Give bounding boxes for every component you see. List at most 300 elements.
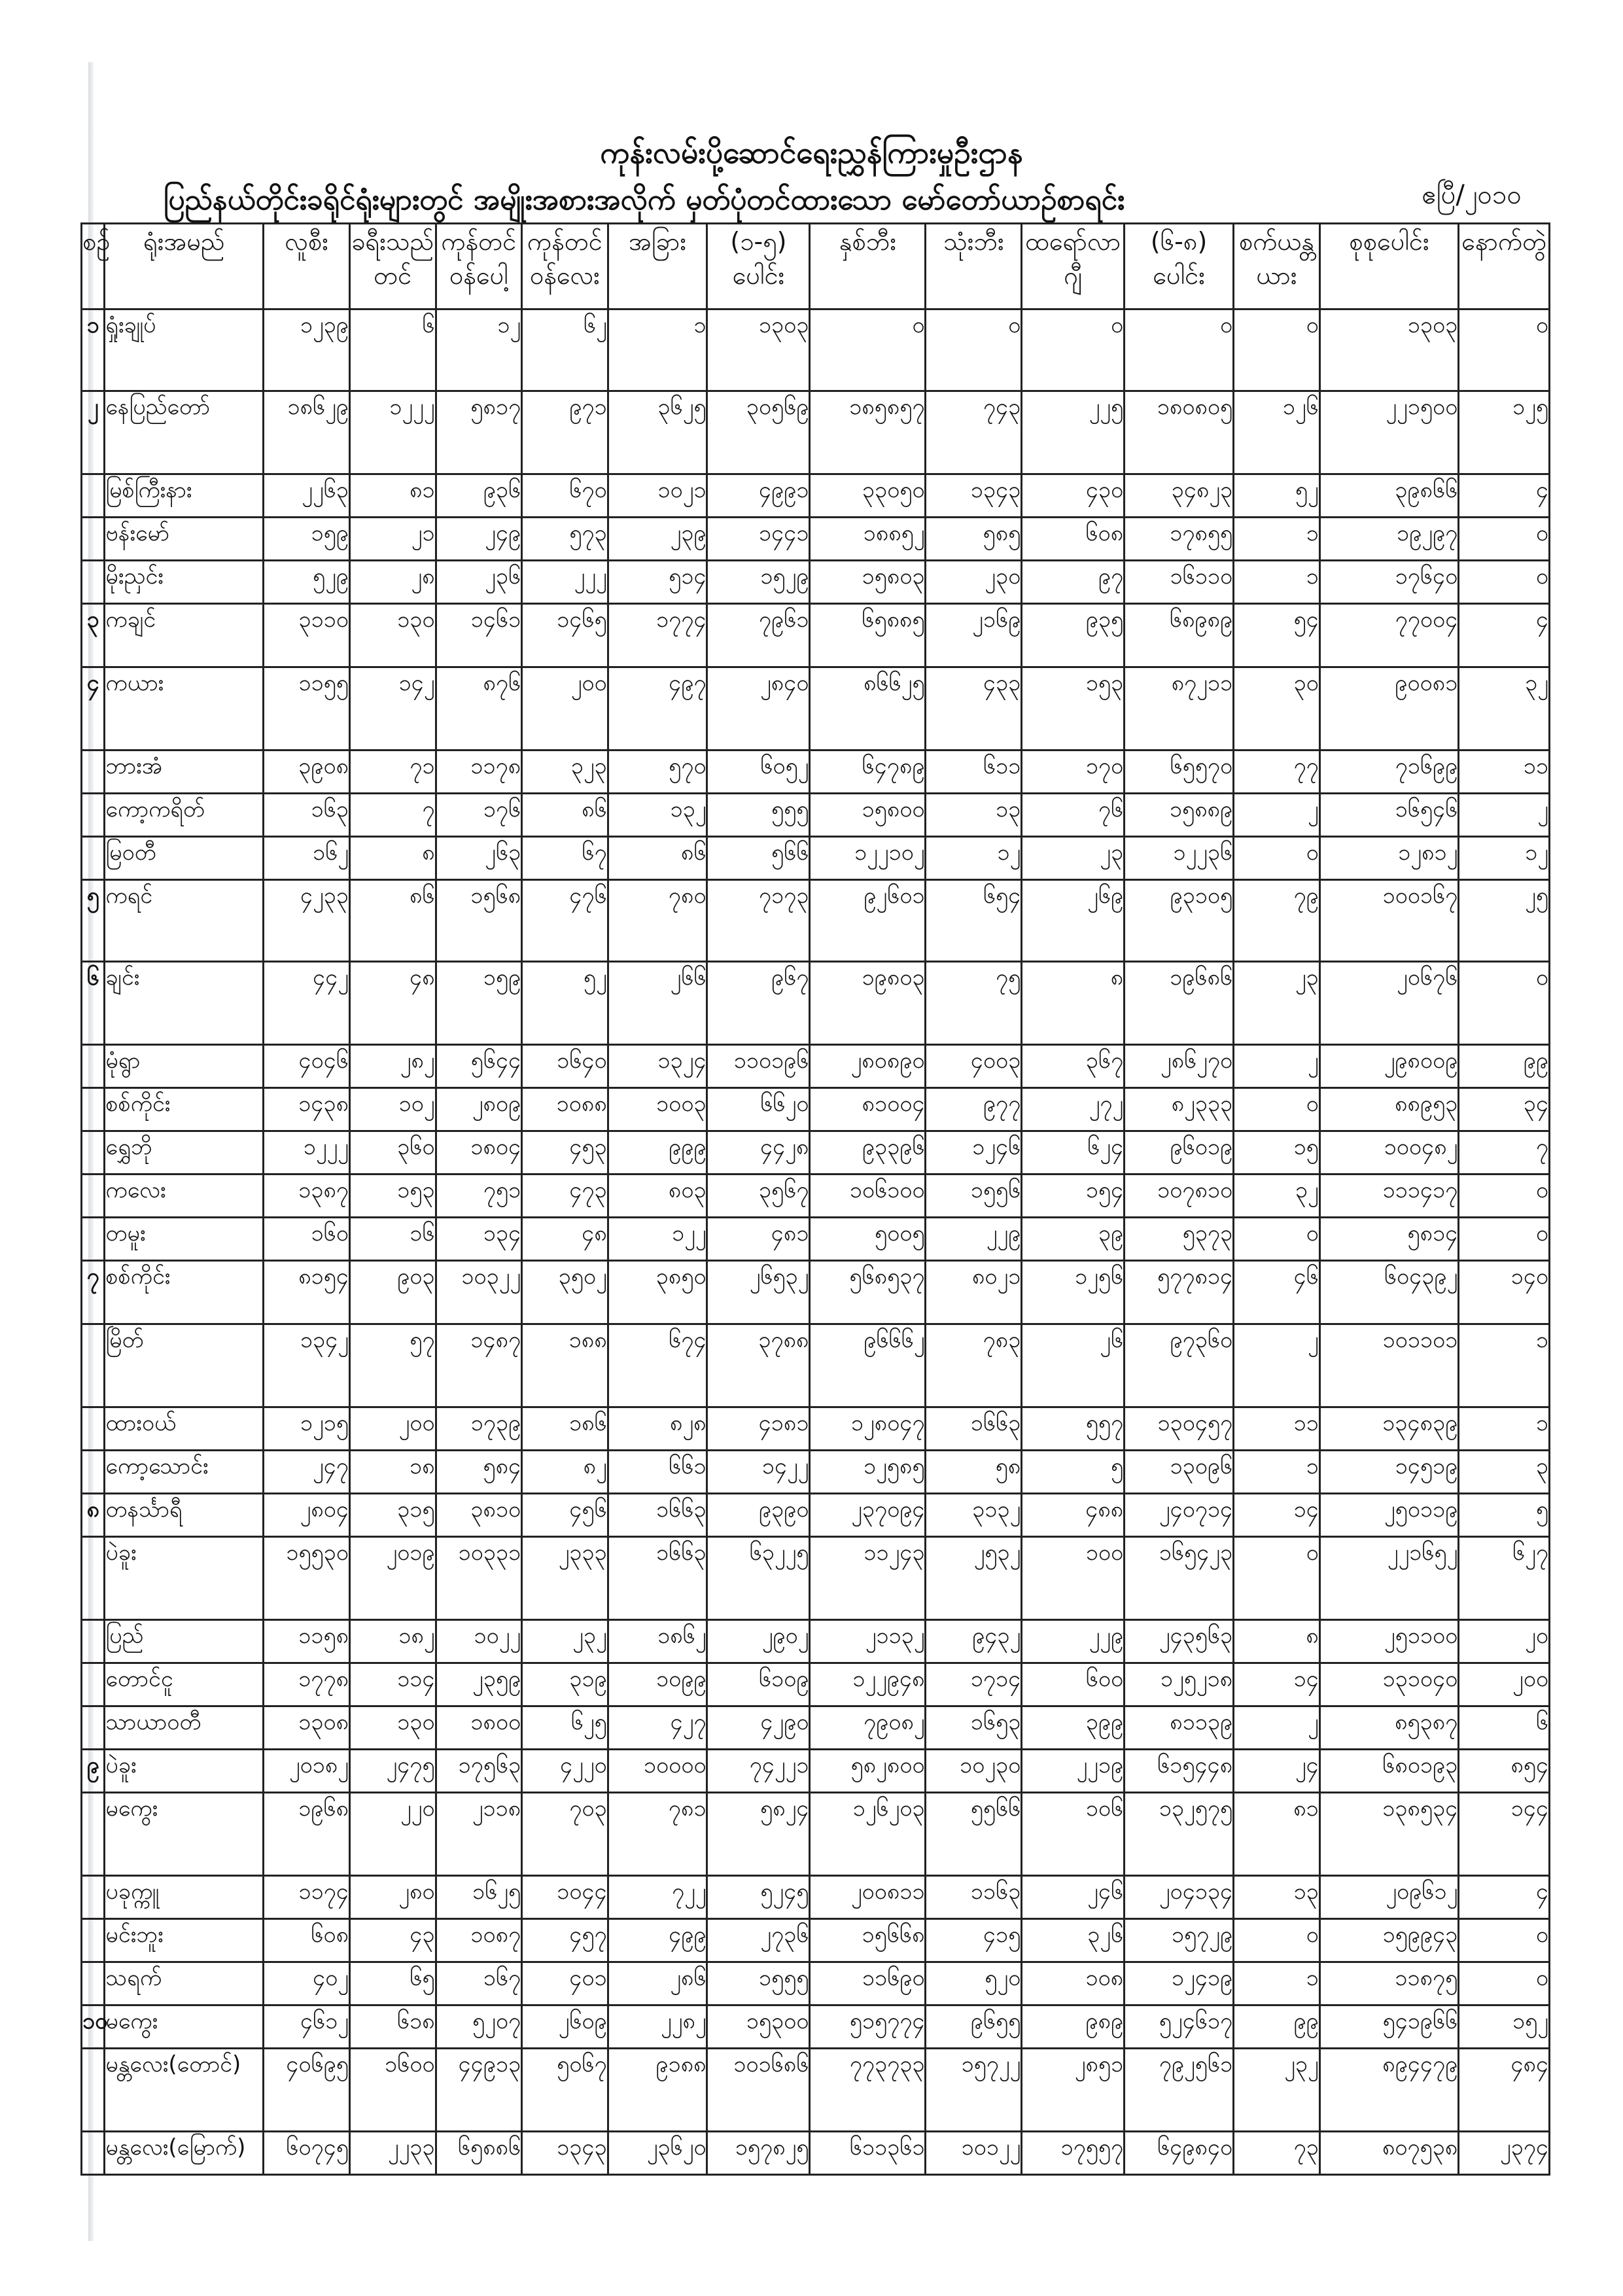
col-header-office: ရုံးအမည် (105, 224, 264, 309)
light-truck-cell: ၂၆၃ (436, 837, 522, 880)
table-row (82, 2005, 1550, 2049)
serial-cell: ၇ (82, 1261, 105, 1324)
trailer-cell: ၈၅၄ (1459, 1750, 1550, 1793)
heavy-truck-cell: ၈၆ (522, 794, 608, 837)
light-truck-cell: ၈၇၆ (436, 667, 522, 751)
passenger-car-cell: ၁၆၀ (264, 1218, 350, 1261)
subtotal-1-5-cell: ၄၉၉၁ (707, 474, 810, 518)
three-wheel-cell: ၇၅ (926, 962, 1022, 1045)
subtotal-1-5-cell: ၉၃၉၀ (707, 1494, 810, 1537)
trawlergyi-cell: ၂၇၂ (1022, 1088, 1125, 1131)
passenger-car-cell: ၁၅၉ (264, 518, 350, 561)
serial-cell (82, 1663, 105, 1706)
col-header-other: အခြား (608, 224, 707, 309)
trailer-cell: ၀ (1459, 962, 1550, 1045)
subtotal-1-5-cell: ၉၆၇ (707, 962, 810, 1045)
subtotal-1-5-cell: ၁၅၇၈၂၅ (707, 2132, 810, 2175)
subtotal-1-5-cell: ၃၇၈၈ (707, 1324, 810, 1407)
three-wheel-cell: ၁၇၁၄ (926, 1663, 1022, 1706)
machinery-cell: ၉၉ (1234, 2005, 1320, 2049)
light-truck-cell: ၁၆၇ (436, 1962, 522, 2005)
other-cell: ၁၀၀၃ (608, 1088, 707, 1131)
other-cell: ၁၇၇၄ (608, 604, 707, 667)
office-name-cell: စစ်ကိုင်း (105, 1261, 264, 1324)
bus-cell: ၂၀၁၉ (349, 1537, 436, 1620)
trawlergyi-cell: ၃၆၇ (1022, 1045, 1125, 1088)
three-wheel-cell: ၂၃၀ (926, 561, 1022, 604)
subtotal-1-5-cell: ၄၁၈၁ (707, 1407, 810, 1451)
grand-total-cell: ၈၉၄၄၇၉ (1319, 2049, 1459, 2132)
two-wheel-cell: ၆၄၇၈၉ (810, 751, 926, 794)
trawlergyi-cell: ၃၉၉ (1022, 1706, 1125, 1750)
three-wheel-cell: ၂၂၉ (926, 1218, 1022, 1261)
machinery-cell: ၁၅ (1234, 1131, 1320, 1174)
light-truck-cell: ၁၄၆၁ (436, 604, 522, 667)
office-name-cell: မကွေး (105, 2005, 264, 2049)
trawlergyi-cell: ၁၀၀ (1022, 1537, 1125, 1620)
office-name-cell: စစ်ကိုင်း (105, 1088, 264, 1131)
heavy-truck-cell: ၈၂ (522, 1451, 608, 1494)
trawlergyi-cell: ၂၈၅၁ (1022, 2049, 1125, 2132)
machinery-cell: ၀ (1234, 1088, 1320, 1131)
machinery-cell: ၂ (1234, 794, 1320, 837)
two-wheel-cell: ၉၂၆၀၁ (810, 880, 926, 962)
heavy-truck-cell: ၃၁၉ (522, 1663, 608, 1706)
passenger-car-cell: ၁၇၇၈ (264, 1663, 350, 1706)
machinery-cell: ၂ (1234, 1045, 1320, 1088)
passenger-car-cell: ၄၀၂ (264, 1962, 350, 2005)
bus-cell: ၃၁၅ (349, 1494, 436, 1537)
office-name-cell: ဗန်းမော် (105, 518, 264, 561)
trailer-cell: ၂၅ (1459, 880, 1550, 962)
two-wheel-cell: ၈၁၀၀၄ (810, 1088, 926, 1131)
passenger-car-cell: ၄၂၃၃ (264, 880, 350, 962)
subtotal-1-5-cell: ၅၅၅ (707, 794, 810, 837)
table-row (82, 794, 1550, 837)
machinery-cell: ၀ (1234, 1218, 1320, 1261)
grand-total-cell: ၅၄၁၉၆၆ (1319, 2005, 1459, 2049)
trawlergyi-cell: ၉၈၉ (1022, 2005, 1125, 2049)
trailer-cell: ၃ (1459, 1451, 1550, 1494)
bus-cell: ၃၆၀ (349, 1131, 436, 1174)
serial-cell: ၁ (82, 309, 105, 391)
other-cell: ၄၉၉ (608, 1919, 707, 1962)
three-wheel-cell: ၇၈၃ (926, 1324, 1022, 1407)
grand-total-cell: ၁၀၀၄၈၂ (1319, 1131, 1459, 1174)
trailer-cell: ၆၂၇ (1459, 1537, 1550, 1620)
subtotal-6-8-cell: ၁၆၅၄၂၃ (1125, 1537, 1234, 1620)
trawlergyi-cell: ၄၈၈ (1022, 1494, 1125, 1537)
trailer-cell: ၅ (1459, 1494, 1550, 1537)
subtotal-1-5-cell: ၁၅၃၀၀ (707, 2005, 810, 2049)
two-wheel-cell: ၁၂၅၈၅ (810, 1451, 926, 1494)
two-wheel-cell: ၇၉၀၈၂ (810, 1706, 926, 1750)
light-truck-cell: ၂၄၉ (436, 518, 522, 561)
serial-cell (82, 561, 105, 604)
three-wheel-cell: ၇၄၃ (926, 391, 1022, 474)
serial-cell (82, 1131, 105, 1174)
subtotal-6-8-cell: ၃၄၈၂၃ (1125, 474, 1234, 518)
bus-cell: ၈၁ (349, 474, 436, 518)
passenger-car-cell: ၁၄၃၈ (264, 1088, 350, 1131)
machinery-cell: ၈ (1234, 1620, 1320, 1663)
table-row (82, 2049, 1550, 2132)
heavy-truck-cell: ၁၆၄၀ (522, 1045, 608, 1088)
passenger-car-cell: ၂၂၆၃ (264, 474, 350, 518)
table-row (82, 880, 1550, 962)
subtotal-6-8-cell: ၆၄၉၈၄၀ (1125, 2132, 1234, 2175)
three-wheel-cell: ၀ (926, 309, 1022, 391)
subtotal-1-5-cell: ၁၁၀၁၉၆ (707, 1045, 810, 1088)
three-wheel-cell: ၂၅၃၂ (926, 1537, 1022, 1620)
trailer-cell: ၀ (1459, 1919, 1550, 1962)
machinery-cell: ၅၄ (1234, 604, 1320, 667)
subtotal-6-8-cell: ၆၁၅၄၄၈ (1125, 1750, 1234, 1793)
light-truck-cell: ၁၆၂၅ (436, 1876, 522, 1919)
table-row (82, 1750, 1550, 1793)
trawlergyi-cell: ၂၆ (1022, 1324, 1125, 1407)
subtotal-6-8-cell: ၂၄၃၅၆၃ (1125, 1620, 1234, 1663)
machinery-cell: ၁ (1234, 1451, 1320, 1494)
bus-cell: ၄၈ (349, 962, 436, 1045)
bus-cell: ၁၆ (349, 1218, 436, 1261)
machinery-cell: ၁ (1234, 518, 1320, 561)
light-truck-cell: ၇၅၁ (436, 1174, 522, 1218)
office-name-cell: ချင်း (105, 962, 264, 1045)
subtotal-6-8-cell: ၉၇၃၆၀ (1125, 1324, 1234, 1407)
table-row (82, 518, 1550, 561)
bus-cell: ၂၄၇၅ (349, 1750, 436, 1793)
three-wheel-cell: ၆၁၁ (926, 751, 1022, 794)
table-row (82, 962, 1550, 1045)
heavy-truck-cell: ၆၇ (522, 837, 608, 880)
other-cell: ၉၉၉ (608, 1131, 707, 1174)
three-wheel-cell: ၁၆၆၃ (926, 1407, 1022, 1451)
bus-cell: ၁၈ (349, 1451, 436, 1494)
light-truck-cell: ၁၇၆ (436, 794, 522, 837)
other-cell: ၁၆၆၃ (608, 1494, 707, 1537)
document-date: ဧပြီ/၂၀၁၀ (1422, 180, 1522, 210)
subtotal-1-5-cell: ၆၆၂၀ (707, 1088, 810, 1131)
office-name-cell: မုံရွာ (105, 1045, 264, 1088)
heavy-truck-cell: ၂၀၀ (522, 667, 608, 751)
office-name-cell: ဘားအံ (105, 751, 264, 794)
grand-total-cell: ၆၀၄၃၉၂ (1319, 1261, 1459, 1324)
col-header-subtotal-6-8: (၆-၈) ပေါင်း (1125, 224, 1234, 309)
other-cell: ၄၉၇ (608, 667, 707, 751)
machinery-cell: ၀ (1234, 1919, 1320, 1962)
table-row (82, 1919, 1550, 1962)
passenger-car-cell: ၂၈၀၄ (264, 1494, 350, 1537)
trailer-cell: ၂၀ (1459, 1620, 1550, 1663)
trailer-cell: ၀ (1459, 1218, 1550, 1261)
serial-cell (82, 751, 105, 794)
document-subtitle: ပြည်နယ်တိုင်းခရိုင်ရုံးများတွင် အမျိုးအစားအလိုက် မှတ်ပုံတင်ထားသော မော်တော်ယာဉ်စာရင်း (164, 183, 1125, 217)
grand-total-cell: ၈၀၇၅၃၈ (1319, 2132, 1459, 2175)
three-wheel-cell: ၅၈၅ (926, 518, 1022, 561)
grand-total-cell: ၈၅၃၈၇ (1319, 1706, 1459, 1750)
col-header-trailer: နောက်တွဲ (1459, 224, 1550, 309)
passenger-car-cell: ၁၁၅၈ (264, 1620, 350, 1663)
bus-cell: ၂၂၀ (349, 1793, 436, 1876)
table-row (82, 1494, 1550, 1537)
trailer-cell: ၁၄၄ (1459, 1793, 1550, 1876)
table-row (82, 1620, 1550, 1663)
table-row (82, 604, 1550, 667)
trailer-cell: ၁၅၂ (1459, 2005, 1550, 2049)
heavy-truck-cell: ၅၀၆၇ (522, 2049, 608, 2132)
grand-total-cell: ၁၅၉၉၄၃ (1319, 1919, 1459, 1962)
subtotal-6-8-cell: ၅၇၇၈၁၄ (1125, 1261, 1234, 1324)
grand-total-cell: ၅၈၁၄ (1319, 1218, 1459, 1261)
subtotal-1-5-cell: ၅၈၂၄ (707, 1793, 810, 1876)
grand-total-cell: ၂၂၁၅၀၀ (1319, 391, 1459, 474)
light-truck-cell: ၁၅၆၈ (436, 880, 522, 962)
table-row (82, 1261, 1550, 1324)
grand-total-cell: ၃၉၈၆၆ (1319, 474, 1459, 518)
light-truck-cell: ၁၀၂၂ (436, 1620, 522, 1663)
light-truck-cell: ၆၅၈၈၆ (436, 2132, 522, 2175)
light-truck-cell: ၄၄၉၁၃ (436, 2049, 522, 2132)
serial-cell: ၃ (82, 604, 105, 667)
bus-cell: ၁၄၂ (349, 667, 436, 751)
heavy-truck-cell: ၇၀၃ (522, 1793, 608, 1876)
trailer-cell: ၄ (1459, 474, 1550, 518)
heavy-truck-cell: ၂၆၀၉ (522, 2005, 608, 2049)
col-header-subtotal-1-5: (၁-၅) ပေါင်း (707, 224, 810, 309)
serial-cell (82, 1962, 105, 2005)
table-row (82, 561, 1550, 604)
two-wheel-cell: ၁၁၂၄၃ (810, 1537, 926, 1620)
serial-cell (82, 1088, 105, 1131)
grand-total-cell: ၁၁၁၄၁၇ (1319, 1174, 1459, 1218)
office-name-cell: ပဲခူး (105, 1537, 264, 1620)
office-name-cell: ကချင် (105, 604, 264, 667)
grand-total-cell: ၂၂၁၆၅၂ (1319, 1537, 1459, 1620)
trailer-cell: ၀ (1459, 309, 1550, 391)
grand-total-cell: ၁၃၈၅၃၄ (1319, 1793, 1459, 1876)
grand-total-cell: ၁၃၄၈၃၉ (1319, 1407, 1459, 1451)
office-name-cell: တမူး (105, 1218, 264, 1261)
subtotal-1-5-cell: ၅၆၆ (707, 837, 810, 880)
two-wheel-cell: ၁၅၆၆၈ (810, 1919, 926, 1962)
subtotal-1-5-cell: ၁၀၁၆၈၆ (707, 2049, 810, 2132)
subtotal-1-5-cell: ၃၅၆၇ (707, 1174, 810, 1218)
three-wheel-cell: ၉၆၅၅ (926, 2005, 1022, 2049)
trawlergyi-cell: ၁၅၃ (1022, 667, 1125, 751)
other-cell: ၇၂၂ (608, 1876, 707, 1919)
other-cell: ၁၃၂ (608, 794, 707, 837)
three-wheel-cell: ၁၅၅၆ (926, 1174, 1022, 1218)
serial-cell: ၆ (82, 962, 105, 1045)
machinery-cell: ၇၃ (1234, 2132, 1320, 2175)
serial-cell: ၈ (82, 1494, 105, 1537)
grand-total-cell: ၂၅၀၁၁၉ (1319, 1494, 1459, 1537)
grand-total-cell: ၁၀၀၁၆၇ (1319, 880, 1459, 962)
light-truck-cell: ၂၁၁၈ (436, 1793, 522, 1876)
trawlergyi-cell: ၂၂၁၉ (1022, 1750, 1125, 1793)
passenger-car-cell: ၁၃၄၂ (264, 1324, 350, 1407)
machinery-cell: ၁ (1234, 1962, 1320, 2005)
machinery-cell: ၃၀ (1234, 667, 1320, 751)
two-wheel-cell: ၉၃၃၉၆ (810, 1131, 926, 1174)
machinery-cell: ၂၃၂ (1234, 2049, 1320, 2132)
bus-cell: ၉၀၃ (349, 1261, 436, 1324)
col-header-bus: ခရီးသည်တင် (349, 224, 436, 309)
subtotal-6-8-cell: ၁၈၀၈၀၅ (1125, 391, 1234, 474)
trailer-cell: ၀ (1459, 1962, 1550, 2005)
serial-cell: ၉ (82, 1750, 105, 1793)
subtotal-6-8-cell: ၈၂၃၃၃ (1125, 1088, 1234, 1131)
heavy-truck-cell: ၅၂ (522, 962, 608, 1045)
trailer-cell: ၄၈၄ (1459, 2049, 1550, 2132)
subtotal-6-8-cell: ၁၃၂၅၇၅ (1125, 1793, 1234, 1876)
subtotal-1-5-cell: ၇၉၆၁ (707, 604, 810, 667)
light-truck-cell: ၅၂၀၇ (436, 2005, 522, 2049)
passenger-car-cell: ၁၃၀၈ (264, 1706, 350, 1750)
passenger-car-cell: ၁၉၆၈ (264, 1793, 350, 1876)
two-wheel-cell: ၁၂၂၁၀၂ (810, 837, 926, 880)
machinery-cell: ၁၄ (1234, 1494, 1320, 1537)
subtotal-1-5-cell: ၁၅၂၉ (707, 561, 810, 604)
office-name-cell: မင်းဘူး (105, 1919, 264, 1962)
subtotal-1-5-cell: ၆၁၀၉ (707, 1663, 810, 1706)
light-truck-cell: ၁၀၃၂၂ (436, 1261, 522, 1324)
grand-total-cell: ၂၀၆၇၆ (1319, 962, 1459, 1045)
table-row (82, 1324, 1550, 1407)
trailer-cell: ၄ (1459, 604, 1550, 667)
two-wheel-cell: ၁၁၆၉၀ (810, 1962, 926, 2005)
heavy-truck-cell: ၁၀၈၈ (522, 1088, 608, 1131)
machinery-cell: ၁၂၆ (1234, 391, 1320, 474)
subtotal-6-8-cell: ၁၂၄၁၉ (1125, 1962, 1234, 2005)
trawlergyi-cell: ၈ (1022, 962, 1125, 1045)
trawlergyi-cell: ၃၂၆ (1022, 1919, 1125, 1962)
two-wheel-cell: ၀ (810, 309, 926, 391)
two-wheel-cell: ၁၀၆၁၀၀ (810, 1174, 926, 1218)
three-wheel-cell: ၅၂၀ (926, 1962, 1022, 2005)
three-wheel-cell: ၄၁၅ (926, 1919, 1022, 1962)
passenger-car-cell: ၂၀၁၈၂ (264, 1750, 350, 1793)
two-wheel-cell: ၇၇၃၇၃၃ (810, 2049, 926, 2132)
passenger-car-cell: ၄၀၄၆ (264, 1045, 350, 1088)
subtotal-6-8-cell: ၂၄၀၇၁၄ (1125, 1494, 1234, 1537)
passenger-car-cell: ၁၁၇၄ (264, 1876, 350, 1919)
trawlergyi-cell: ၉၇ (1022, 561, 1125, 604)
other-cell: ၁၀၀၀၀ (608, 1750, 707, 1793)
other-cell: ၃၈၅၀ (608, 1261, 707, 1324)
table-row (82, 1663, 1550, 1706)
serial-cell: ၅ (82, 880, 105, 962)
office-name-cell: မြစ်ကြီးနား (105, 474, 264, 518)
heavy-truck-cell: ၄၇၆ (522, 880, 608, 962)
other-cell: ၈၆ (608, 837, 707, 880)
three-wheel-cell: ၁၅၇၂၂ (926, 2049, 1022, 2132)
office-name-cell: သာယာဝတီ (105, 1706, 264, 1750)
heavy-truck-cell: ၆၂ (522, 309, 608, 391)
other-cell: ၆၇၄ (608, 1324, 707, 1407)
subtotal-6-8-cell: ၁၂၂၃၆ (1125, 837, 1234, 880)
passenger-car-cell: ၁၆၃ (264, 794, 350, 837)
subtotal-6-8-cell: ၁၇၈၅၅ (1125, 518, 1234, 561)
serial-cell: ၁၀ (82, 2005, 105, 2049)
trailer-cell: ၁၂၅ (1459, 391, 1550, 474)
two-wheel-cell: ၆၁၁၃၆၁ (810, 2132, 926, 2175)
office-name-cell: နေပြည်တော် (105, 391, 264, 474)
three-wheel-cell: ၁၃၄၃ (926, 474, 1022, 518)
machinery-cell: ၄၆ (1234, 1261, 1320, 1324)
three-wheel-cell: ၁၀၂၃၀ (926, 1750, 1022, 1793)
col-header-light-truck: ကုန်တင်ဝန်ပေါ့ (436, 224, 522, 309)
bus-cell: ၂၈၀ (349, 1876, 436, 1919)
machinery-cell: ၁၃ (1234, 1876, 1320, 1919)
two-wheel-cell: ၅၀၀၅ (810, 1218, 926, 1261)
col-header-grand-total: စုစုပေါင်း (1319, 224, 1459, 309)
three-wheel-cell: ၈၀၂၁ (926, 1261, 1022, 1324)
subtotal-6-8-cell: ၁၉၆၈၆ (1125, 962, 1234, 1045)
table-row (82, 1793, 1550, 1876)
bus-cell: ၂၂၃၃ (349, 2132, 436, 2175)
heavy-truck-cell: ၄၅၃ (522, 1131, 608, 1174)
machinery-cell: ၂၃ (1234, 962, 1320, 1045)
department-title: ကုန်းလမ်းပို့ဆောင်ရေးညွှန်ကြားမှုဦးဌာန (600, 135, 1023, 170)
trawlergyi-cell: ၁၇၀ (1022, 751, 1125, 794)
office-name-cell: ပခုက္ကူ (105, 1876, 264, 1919)
other-cell: ၁၃၂၄ (608, 1045, 707, 1088)
col-header-heavy-truck: ကုန်တင်ဝန်လေး (522, 224, 608, 309)
subtotal-6-8-cell: ၆၈၉၈၉ (1125, 604, 1234, 667)
trailer-cell: ၆ (1459, 1706, 1550, 1750)
heavy-truck-cell: ၄၇၃ (522, 1174, 608, 1218)
subtotal-1-5-cell: ၂၇၃၆ (707, 1919, 810, 1962)
subtotal-1-5-cell: ၆၀၅၂ (707, 751, 810, 794)
other-cell: ၆၆၁ (608, 1451, 707, 1494)
subtotal-6-8-cell: ၁၀၇၈၁၀ (1125, 1174, 1234, 1218)
bus-cell: ၁၃၀ (349, 1706, 436, 1750)
subtotal-1-5-cell: ၇၄၂၂၁ (707, 1750, 810, 1793)
passenger-car-cell: ၁၂၁၅ (264, 1407, 350, 1451)
trailer-cell: ၂၀၀ (1459, 1663, 1550, 1706)
light-truck-cell: ၁၁၇၈ (436, 751, 522, 794)
passenger-car-cell: ၆၀၈ (264, 1919, 350, 1962)
machinery-cell: ၀ (1234, 309, 1320, 391)
subtotal-6-8-cell: ၉၆၀၁၉ (1125, 1131, 1234, 1174)
subtotal-1-5-cell: ၁၄၂၂ (707, 1451, 810, 1494)
subtotal-1-5-cell: ၄၄၂၈ (707, 1131, 810, 1174)
machinery-cell: ၀ (1234, 1537, 1320, 1620)
subtotal-1-5-cell: ၂၉၀၂ (707, 1620, 810, 1663)
other-cell: ၁၀၉၉ (608, 1663, 707, 1706)
grand-total-cell: ၆၈၀၁၉၃ (1319, 1750, 1459, 1793)
three-wheel-cell: ၅၈ (926, 1451, 1022, 1494)
bus-cell: ၈၆ (349, 880, 436, 962)
machinery-cell: ၁ (1234, 561, 1320, 604)
office-name-cell: ထားဝယ် (105, 1407, 264, 1451)
machinery-cell: ၅၂ (1234, 474, 1320, 518)
passenger-car-cell: ၃၁၁၀ (264, 604, 350, 667)
heavy-truck-cell: ၁၈၆ (522, 1407, 608, 1451)
trailer-cell: ၇ (1459, 1131, 1550, 1174)
machinery-cell: ၂၄ (1234, 1750, 1320, 1793)
trawlergyi-cell: ၅ (1022, 1451, 1125, 1494)
subtotal-1-5-cell: ၁၃၀၃ (707, 309, 810, 391)
serial-cell (82, 1620, 105, 1663)
three-wheel-cell: ၄၃၃ (926, 667, 1022, 751)
trailer-cell: ၁ (1459, 1407, 1550, 1451)
passenger-car-cell: ၂၄၇ (264, 1451, 350, 1494)
trawlergyi-cell: ၁၇၅၅၇ (1022, 2132, 1125, 2175)
bus-cell: ၁၃၀ (349, 604, 436, 667)
